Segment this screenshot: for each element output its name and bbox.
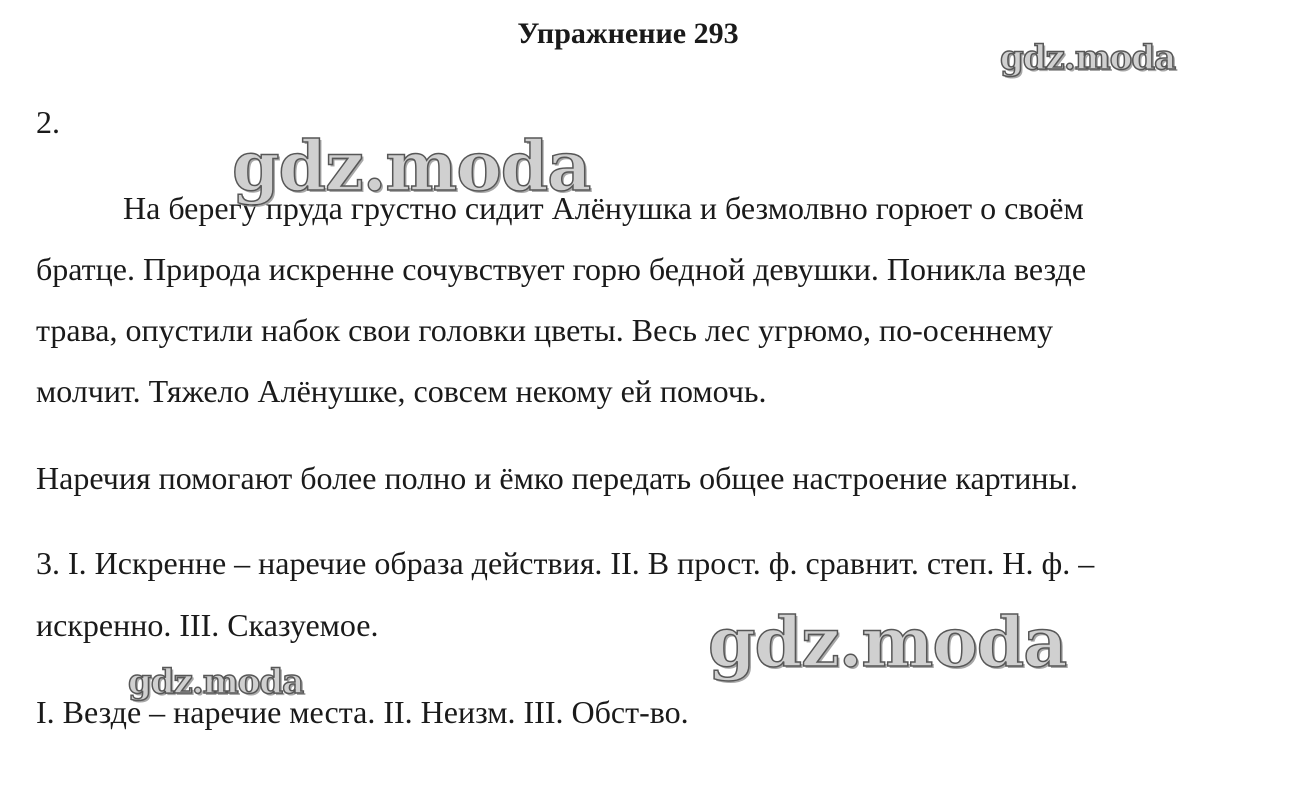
exercise-title: Упражнение 293 xyxy=(517,17,739,50)
analysis-1-line-1: 3. I. Искренне – наречие образа действия. II. В прост. ф. сравнит. степ. Н. ф. – xyxy=(36,545,1095,581)
watermark-middle-right: gdz.moda xyxy=(708,603,1067,683)
paragraph-line-4: молчит. Тяжело Алёнушке, совсем некому ей помочь. xyxy=(36,373,767,409)
watermark-upper-left: gdz.moda xyxy=(232,127,591,207)
section-2-number: 2. xyxy=(36,104,60,140)
paragraph-line-3: трава, опустили набок свои головки цветы. Весь лес угрюмо, по-осеннему xyxy=(36,312,1054,348)
analysis-2: I. Везде – наречие места. II. Неизм. III. Обст-во. xyxy=(36,694,689,730)
paragraph-line-1: На берегу пруда грустно сидит Алёнушка и безмолвно горюет о своём xyxy=(123,190,1084,226)
watermark-lower-left: gdz.moda xyxy=(128,662,304,702)
adverbs-conclusion: Наречия помогают более полно и ёмко передать общее настроение картины. xyxy=(36,460,1078,496)
paragraph-line-2: братце. Природа искренне сочувствует горю бедной девушки. Поникла везде xyxy=(36,251,1087,287)
watermark-top-right: gdz.moda xyxy=(1000,38,1176,78)
analysis-1-line-2: искренно. III. Сказуемое. xyxy=(36,607,379,643)
